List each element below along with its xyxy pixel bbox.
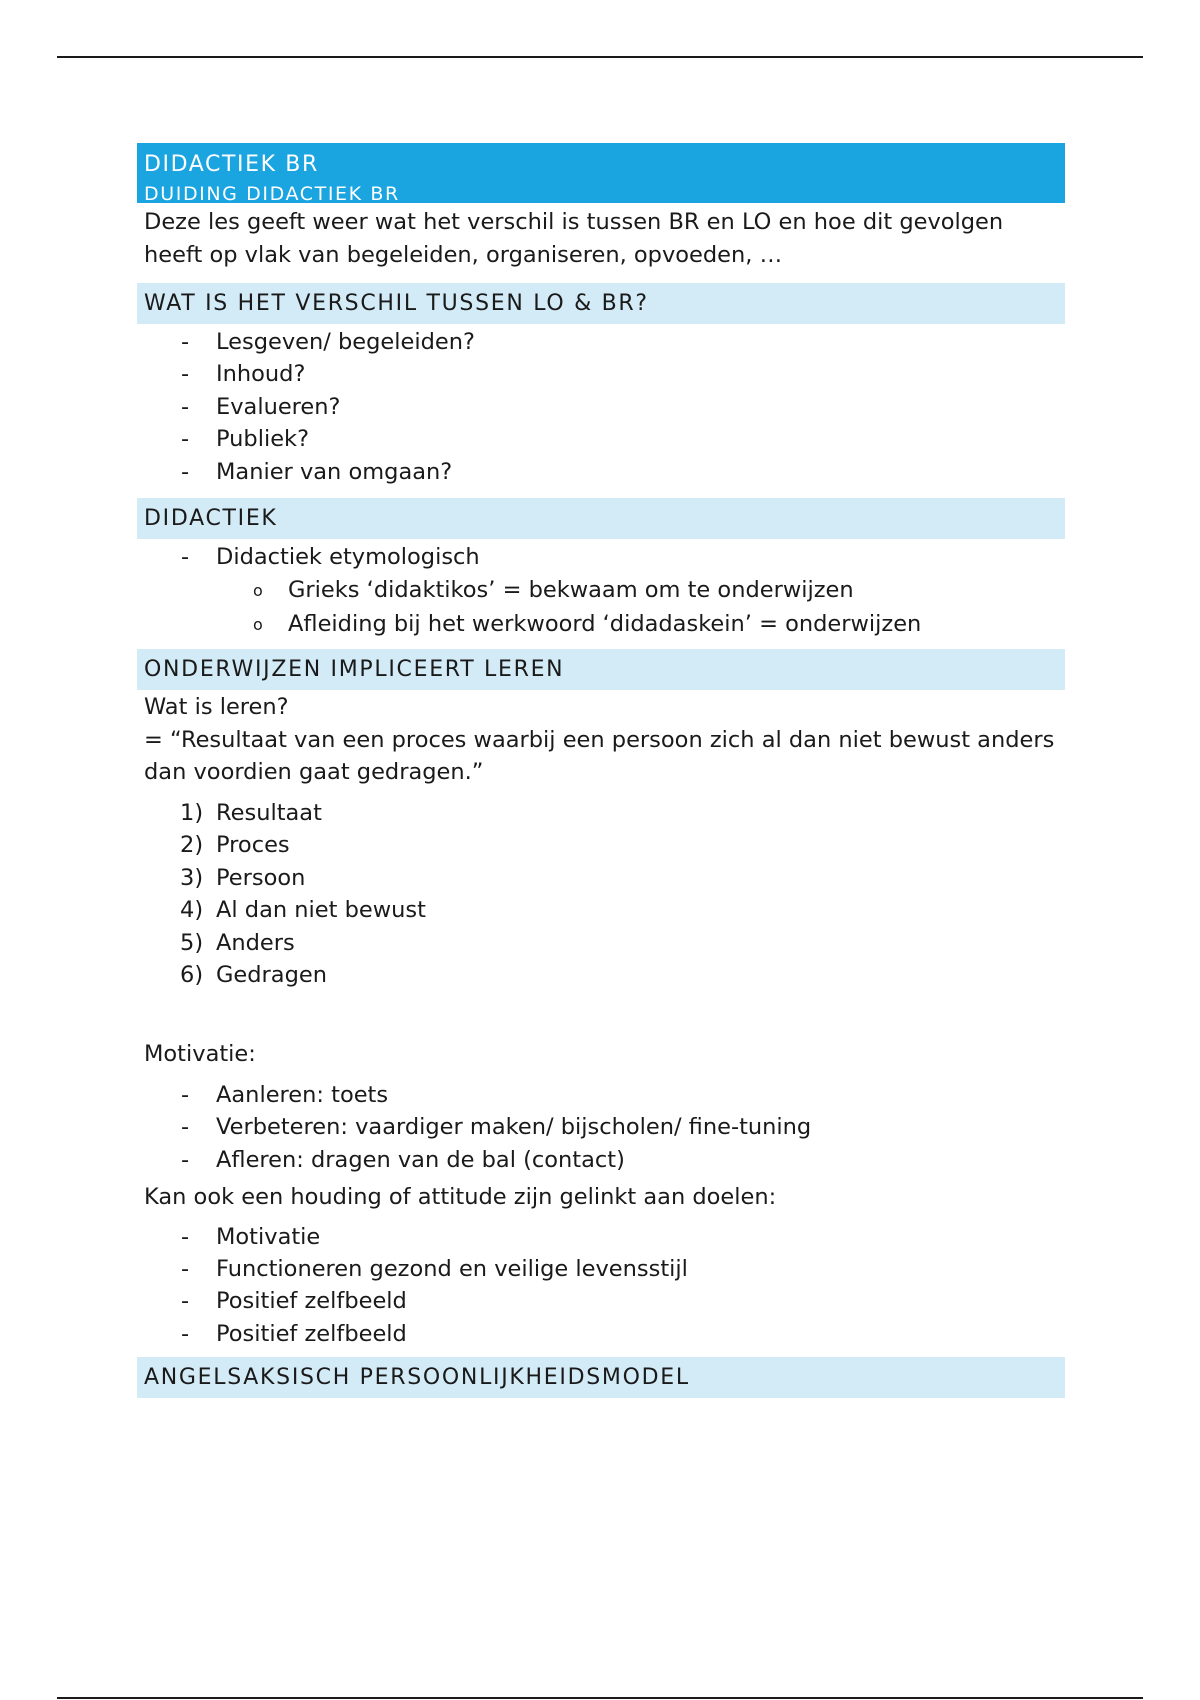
intro-paragraph: Deze les geeft weer wat het verschil is tussen BR en LO en hoe dit gevolgen heeft op vlak van begeleiden, organiseren, opvoeden, …: [144, 209, 1004, 268]
list-item: - Verbeteren: vaardiger maken/ bijscholen/ fine-tuning: [137, 1111, 1065, 1143]
title-block: [137, 143, 1065, 203]
numbered-item: 2) Proces: [180, 832, 290, 859]
circle-bullet: o: [253, 615, 263, 635]
numbered-item: 6) Gedragen: [180, 961, 327, 988]
document-body: [137, 143, 1065, 1398]
list-item: - Didactiek etymologisch: [137, 541, 1065, 573]
list-item: - Positief zelfbeeld: [137, 1285, 1065, 1317]
bottom-rule: [57, 1697, 1143, 1699]
definition-text: = “Resultaat van een proces waarbij een persoon zich al dan niet bewust anders dan voordien gaat gedragen.”: [144, 726, 1055, 786]
numbered-item: 5) Anders: [180, 929, 295, 956]
section-heading-verschil: WAT IS HET VERSCHIL TUSSEN LO & BR?: [137, 283, 1065, 324]
dash-bullet: -: [181, 1081, 190, 1108]
numbered-item: 3) Persoon: [180, 864, 306, 891]
motivatie-label: Motivatie:: [144, 1041, 256, 1068]
list-item: - Afleren: dragen van de bal (contact): [137, 1144, 1065, 1176]
top-rule: [57, 56, 1143, 58]
list-item: - Publiek?: [137, 423, 1065, 455]
houding-list: [137, 1221, 1065, 1351]
verschil-list: [137, 326, 1065, 488]
dash-bullet: -: [181, 1288, 190, 1315]
didactiek-list: [137, 541, 1065, 573]
section-heading-onderwijzen: ONDERWIJZEN IMPLICEERT LEREN: [137, 649, 1065, 690]
motivatie-list: [137, 1079, 1065, 1176]
numbered-list: [137, 797, 1065, 991]
dash-bullet: -: [181, 1256, 190, 1282]
list-item: - Functioneren gezond en veilige levensstijl: [137, 1253, 1065, 1285]
list-item: - Aanleren: toets: [137, 1079, 1065, 1111]
dash-bullet: -: [181, 1223, 190, 1250]
dash-bullet: -: [181, 393, 190, 420]
dash-bullet: -: [181, 361, 190, 388]
list-item: - Motivatie: [137, 1221, 1065, 1253]
question-text: Wat is leren?: [144, 694, 289, 721]
dash-bullet: -: [181, 426, 190, 453]
document-title: DIDACTIEK BR: [144, 152, 319, 177]
document-subtitle: DUIDING DIDACTIEK BR: [144, 183, 400, 205]
dash-bullet: -: [181, 1146, 190, 1173]
dash-bullet: -: [181, 1320, 190, 1347]
dash-bullet: -: [181, 329, 190, 355]
sub-list-item: o Grieks ‘didaktikos’ = bekwaam om te onderwijzen: [137, 573, 1065, 607]
numbered-item: 1) Resultaat: [180, 799, 322, 826]
list-item: - Evalueren?: [137, 391, 1065, 423]
list-item: - Positief zelfbeeld: [137, 1318, 1065, 1350]
houding-label: Kan ook een houding of attitude zijn gelinkt aan doelen:: [144, 1184, 777, 1211]
sub-list-item: o Afleiding bij het werkwoord ‘didadaskein’ = onderwijzen: [137, 607, 1065, 641]
list-item: - Lesgeven/ begeleiden?: [137, 326, 1065, 358]
numbered-item: 4) Al dan niet bewust: [180, 897, 426, 924]
circle-bullet: o: [253, 581, 263, 601]
list-item: - Inhoud?: [137, 358, 1065, 390]
dash-bullet: -: [181, 458, 190, 485]
list-item: - Manier van omgaan?: [137, 456, 1065, 488]
section-heading-angelsaksisch: ANGELSAKSISCH PERSOONLIJKHEIDSMODEL: [137, 1357, 1065, 1398]
didactiek-sublist: [137, 573, 1065, 641]
section-heading-didactiek: DIDACTIEK: [137, 498, 1065, 539]
dash-bullet: -: [181, 1114, 190, 1141]
dash-bullet: -: [181, 544, 190, 571]
